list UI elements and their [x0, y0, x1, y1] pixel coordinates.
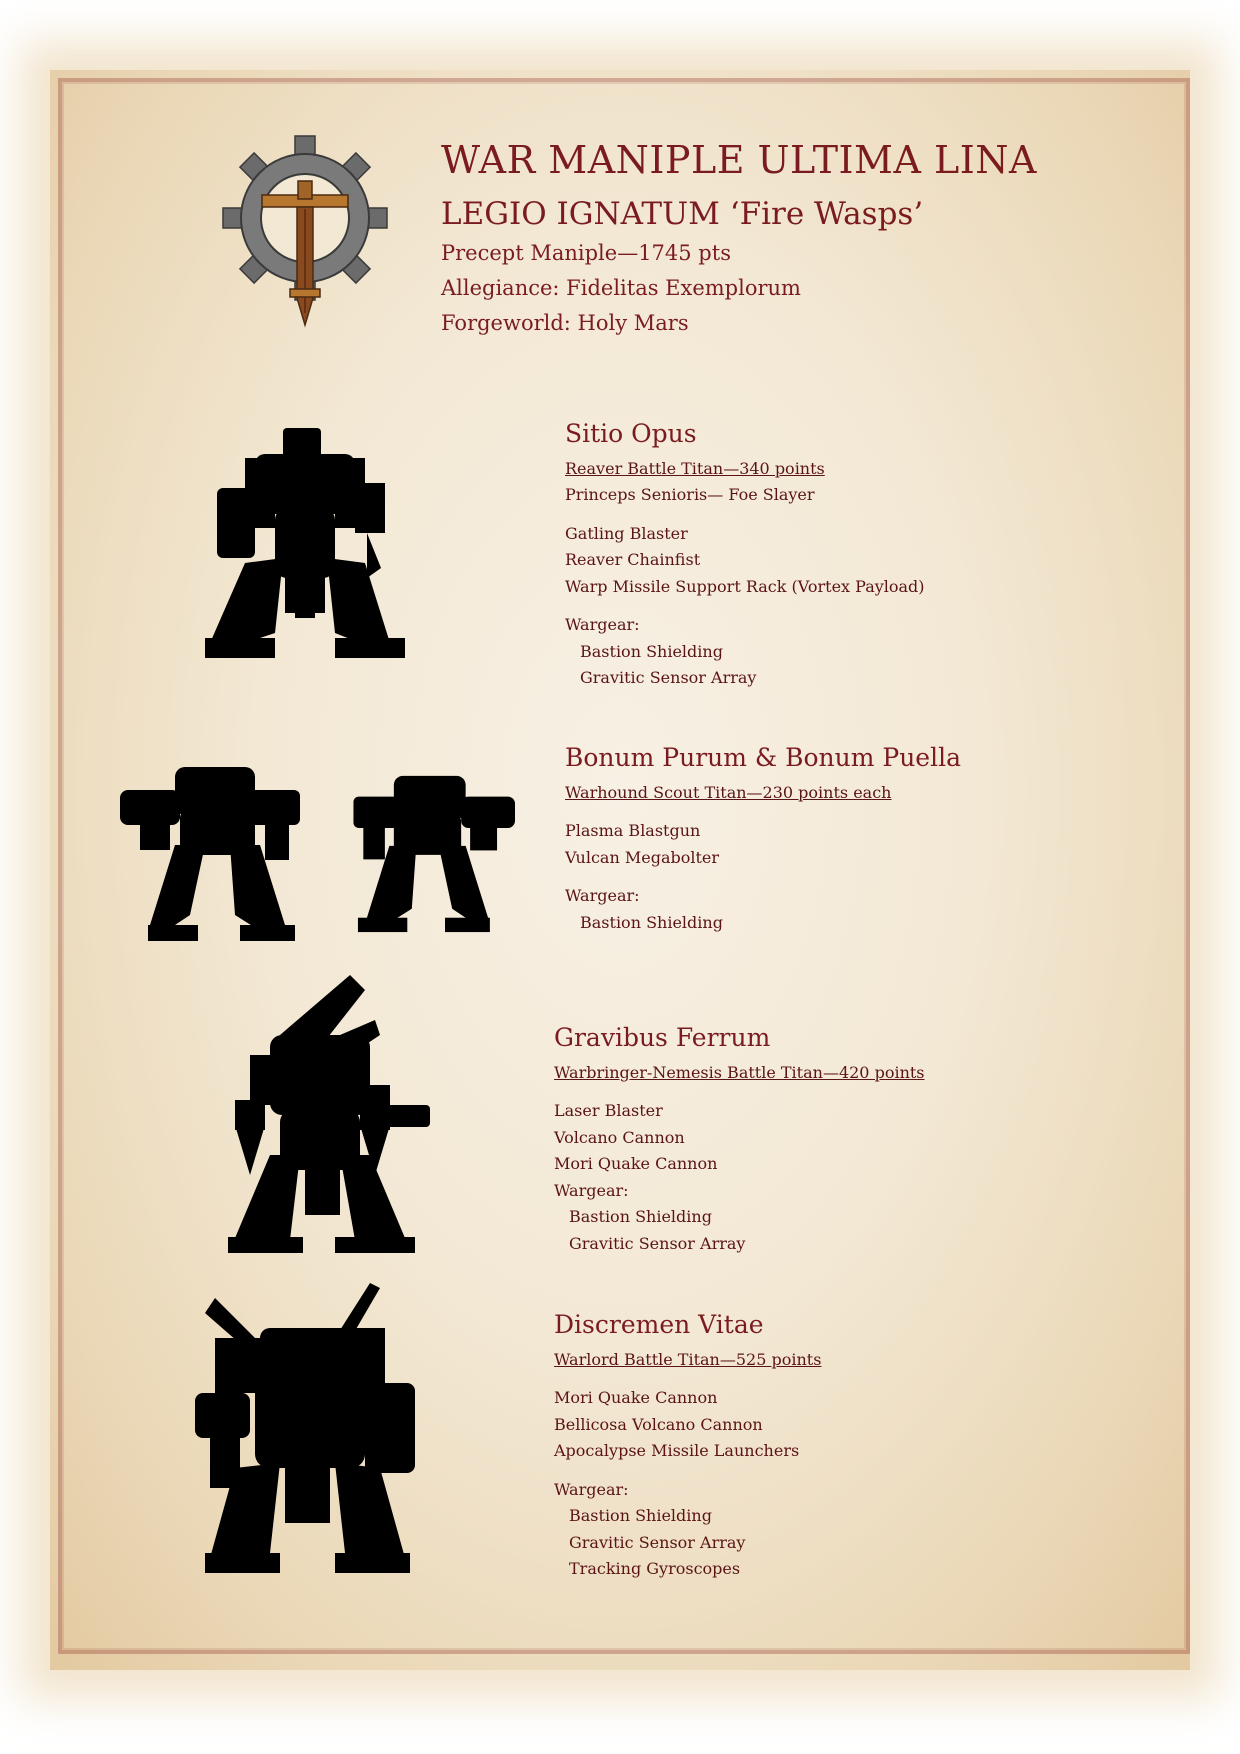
unit-weapon: Gatling Blaster	[565, 523, 688, 543]
unit-class: Warlord Battle Titan—525 points	[554, 1350, 822, 1369]
unit-weapon: Apocalypse Missile Launchers	[554, 1441, 800, 1460]
wargear-item: Gravitic Sensor Array	[569, 1532, 746, 1552]
unit-name: Sitio Opus	[565, 419, 697, 448]
unit-entry-discremen-vitae	[554, 1309, 821, 1583]
unit-weapon: Warp Missile Support Rack (Vortex Payload)	[565, 576, 925, 596]
wargear-item: Gravitic Sensor Array	[580, 668, 757, 687]
maniple-line: Precept Maniple—1745 pts	[441, 241, 731, 265]
unit-name: Bonum Purum & Bonum Puella	[565, 743, 961, 772]
reaver-titan-silhouette	[205, 428, 405, 658]
unit-name: Gravibus Ferrum	[554, 1023, 771, 1052]
allegiance-line: Allegiance: Fidelitas Exemplorum	[441, 276, 801, 300]
wargear-label: Wargear:	[554, 1180, 629, 1200]
unit-weapon: Plasma Blastgun	[565, 821, 701, 840]
wargear-label: Wargear:	[554, 1479, 629, 1499]
unit-entry-sitio-opus	[565, 418, 925, 692]
unit-weapon: Vulcan Megabolter	[565, 847, 720, 867]
unit-class: Warhound Scout Titan—230 points each	[565, 783, 892, 802]
unit-weapon: Laser Blaster	[554, 1101, 663, 1120]
warhound-titan-silhouette	[120, 765, 315, 943]
unit-weapon: Reaver Chainfist	[565, 550, 701, 569]
page-title: WAR MANIPLE ULTIMA LINA	[441, 138, 1037, 182]
unit-class: Reaver Battle Titan—340 points	[565, 459, 825, 478]
forgeworld-line: Forgeworld: Holy Mars	[441, 311, 689, 335]
warlord-titan-silhouette	[195, 1278, 415, 1573]
wargear-item: Gravitic Sensor Array	[569, 1233, 746, 1253]
wargear-label: Wargear:	[565, 615, 640, 634]
unit-weapon: Mori Quake Cannon	[554, 1154, 718, 1173]
wargear-item: Bastion Shielding	[569, 1506, 712, 1525]
wargear-item: Bastion Shielding	[569, 1207, 712, 1226]
warhound-titan-silhouette-mirrored	[340, 765, 515, 943]
page-subtitle: LEGIO IGNATUM ‘Fire Wasps’	[441, 196, 924, 232]
unit-princeps: Princeps Senioris— Foe Slayer	[565, 485, 815, 504]
unit-weapon: Volcano Cannon	[554, 1127, 685, 1147]
unit-entry-gravibus-ferrum	[554, 1022, 925, 1257]
unit-weapon: Mori Quake Cannon	[554, 1388, 718, 1407]
legio-emblem-icon	[220, 133, 390, 328]
unit-name: Discremen Vitae	[554, 1310, 764, 1339]
warbringer-titan-silhouette	[220, 975, 430, 1255]
wargear-item: Tracking Gyroscopes	[569, 1559, 741, 1578]
wargear-label: Wargear:	[565, 886, 640, 905]
header	[441, 138, 1037, 341]
wargear-item: Bastion Shielding	[580, 641, 723, 661]
wargear-item: Bastion Shielding	[580, 912, 723, 932]
unit-weapon: Bellicosa Volcano Cannon	[554, 1414, 763, 1434]
unit-class: Warbringer-Nemesis Battle Titan—420 points	[554, 1063, 925, 1082]
unit-entry-bonum-purum-puella	[565, 742, 961, 936]
